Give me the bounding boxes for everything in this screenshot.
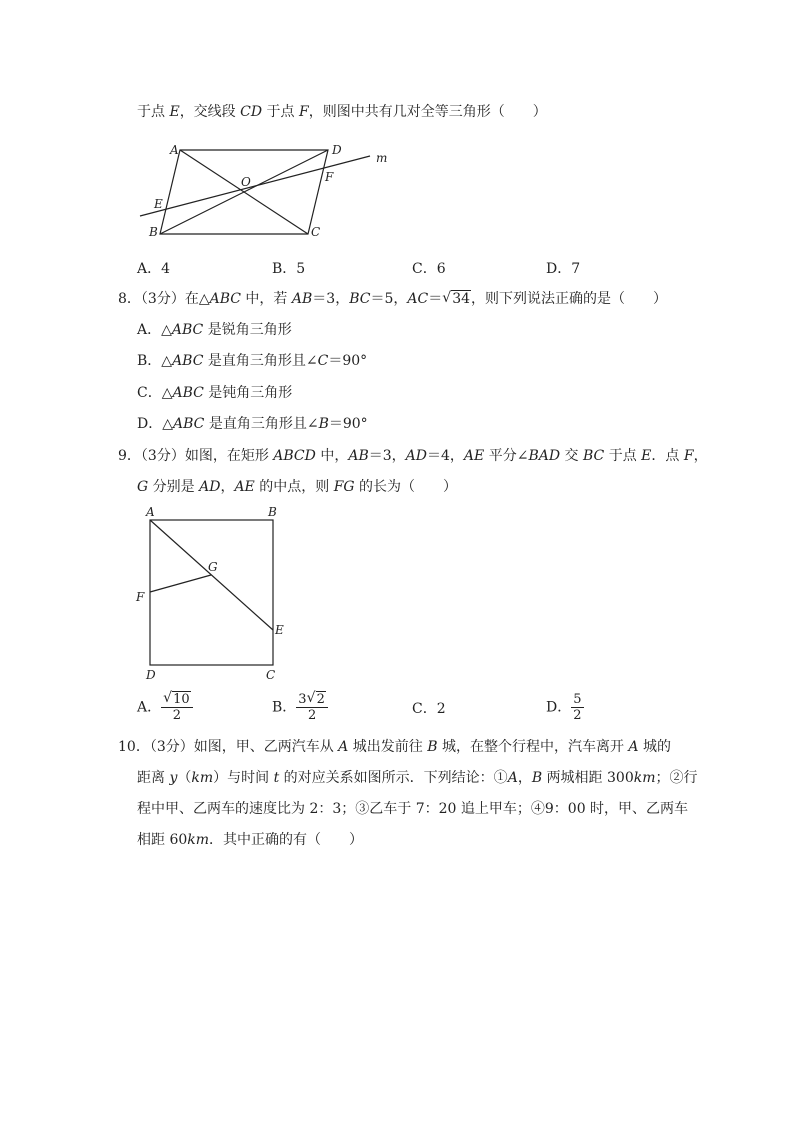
q8-option-a[interactable]: A．△ABC 是锐角三角形 — [137, 322, 292, 338]
q9-option-b-fraction: $\frac{3√ 2}{2}$ — [296, 692, 328, 723]
q10-stem-line4: 相距 60km．其中正确的有（ ） — [137, 832, 364, 848]
q7-parallelogram-figure — [130, 138, 400, 243]
q7-stem: 于点 E，交线段 CD 于点 F，则图中共有几对全等三角形（ ） — [137, 104, 547, 120]
q10-stem-line3: 程中甲、乙两车的速度比为 2：3；③乙车于 7：20 追上甲车；④9：00 时，甲、乙两车 — [137, 801, 689, 817]
q9-label-c: C — [266, 668, 276, 682]
q9-stem-line2: G 分别是 AD，AE 的中点，则 FG 的长为（ ） — [137, 479, 458, 495]
q9-label-e: E — [275, 623, 284, 637]
q8-sqrt: √ 34 — [442, 290, 471, 308]
q9-label-a: A — [146, 505, 155, 519]
q7-label-d: D — [332, 143, 342, 157]
q7-label-a: A — [170, 143, 179, 157]
q9-label-g: G — [208, 560, 218, 574]
q9-label-d: D — [146, 668, 156, 682]
q9-option-d-fraction: $\frac{5}{2}$ — [573, 692, 582, 723]
q9-option-d[interactable]: D． $\frac{5}{2}$ — [546, 692, 582, 723]
q10-stem-line2: 距离 y（km）与时间 t 的对应关系如图所示．下列结论：①A，B 两城相距 300km；②行 — [137, 770, 698, 786]
q7-option-a[interactable]: A．4 — [137, 261, 171, 277]
q9-option-a-fraction: √ $\frac{10}{2}$ — [161, 692, 193, 723]
q7-label-e: E — [154, 197, 163, 211]
q8-option-c[interactable]: C．△ABC 是钝角三角形 — [137, 385, 293, 401]
q8-option-b[interactable]: B．△ABC 是直角三角形且∠C＝90° — [137, 353, 368, 369]
q9-label-f: F — [136, 590, 145, 604]
q7-option-b[interactable]: B．5 — [272, 261, 306, 277]
q8-option-d[interactable]: D．△ABC 是直角三角形且∠B＝90° — [137, 416, 368, 432]
q7-label-c: C — [311, 225, 321, 239]
q9-option-c[interactable]: C．2 — [412, 701, 446, 717]
q7-label-o: O — [241, 175, 251, 189]
q7-label-b: B — [149, 225, 158, 239]
q7-label-f: F — [325, 170, 334, 184]
q9-option-a[interactable]: A． √ $\frac{10}{2}$ — [137, 692, 193, 723]
q9-rectangle-figure — [130, 503, 295, 688]
q9-label-b: B — [268, 505, 277, 519]
q7-label-m: m — [376, 151, 388, 165]
q10-stem-line1: 10．（3分）如图，甲、乙两汽车从 A 城出发前往 B 城，在整个行程中，汽车离开 A 城的 — [118, 739, 671, 755]
q7-option-c[interactable]: C．6 — [412, 261, 446, 277]
q8-stem: 8．（3分）在△ABC 中，若 AB＝3，BC＝5，AC＝√ 34，则下列说法正确的是（ ） — [118, 290, 667, 308]
q9-stem-line1: 9．（3分）如图，在矩形 ABCD 中，AB＝3，AD＝4，AE 平分∠BAD 交 BC 于点 E．点 F， — [118, 448, 708, 464]
q9-option-b[interactable]: B． $\frac{3√ 2}{2}$ — [272, 692, 328, 723]
q7-option-d[interactable]: D．7 — [546, 261, 581, 277]
